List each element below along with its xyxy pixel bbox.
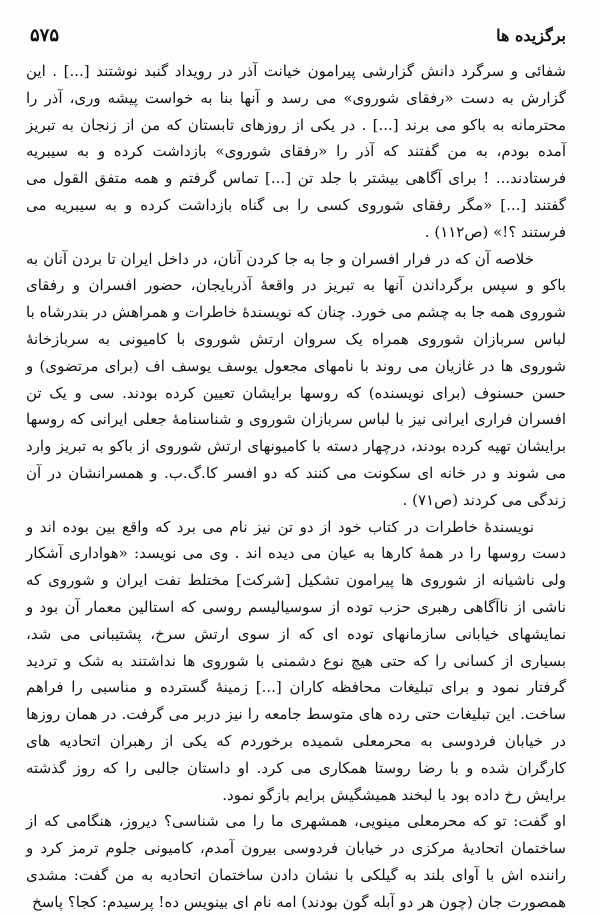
page-header xyxy=(30,20,566,50)
paragraph: او گفت: تو که محرمعلی مینویی، همشهری ما را می شناسی؟ دیروز، هنگامی که از ساختمان اتحادیهٔ مرکزی در خیابان فردوسی بیرون آمدم، کامیونی جلوم ترمز کرد و راننده اش با آوای بلند به گیلکی با نشان دادن ساختمان اتحادیه به من گفت: مشدی همصورت جان (چون هر دو آبله گون بودند) امه نام ای بینویس ده! پرسیدم: کجا؟ پاسخ xyxy=(26,812,566,911)
running-title: برگزیده ها xyxy=(496,25,566,45)
paragraph: نویسندهٔ خاطرات در کتاب خود از دو تن نیز نام می برد که واقع بین بوده اند و دست روسها را در همهٔ کارها به عیان می دیده اند . وی می نویسد: «هواداری آشکار ولی ناشیانه از شوروی ها پیرامون تشکیل [شرکت] مختلط نفت ایران و شوروی که ناشی از ناآگاهی رهبری حزب توده از سوسیالیسم روسی که استالین معمار آن بود و نمایشهای خیابانی سازمانهای توده ای که از سوی ارتش سرخ، پشتیبانی می شد، بسیاری از کسانی را که حتی هیچ نوع دشمنی با شوروی ها نداشتند به شک و تردید گرفتار نمود و برای تبلیغات محافظه کاران [...] زمینهٔ گسترده و مناسبی را فراهم ساخت. این تبلیغات حتی رده های متوسط جامعه را نیز دربر می گرفت. در همان روزها در خیابان فردوسی به محرمعلی شمیده برخوردم که یکی از رهبران اتحادیه های کارگران شده و با رضا روستا همکاری می کرد. او داستان جالبی را که روز گذشته برایش رخ داده بود با لبخند همیشگیش برایم بازگو نمود. xyxy=(26,517,566,804)
page-number: ۵۷۵ xyxy=(30,24,60,46)
paragraph: خلاصه آن که در فرار افسران و جا به جا کردن آنان، در داخل ایران تا بردن آنان به باکو و سپس برگرداندن آنها به تبریز در واقعهٔ آذربایجان، حضور افسران و رفقای شوروی همه جا به چشم می خورد. چنان که نویسندهٔ خاطرات و همراهش در بندرشاه با لباس سربازان شوروی همراه یک سروان ارتش شوروی با کامیونی به سربازخانهٔ شوروی ها در غازیان می روند با نامهای مجعول یوسف یوسف اف (برای مرتضوی) و حسن حسنوف (برای نویسنده) که روسها برایشان تعیین کرده بودند. سی و یک تن افسران فراری ایرانی نیز با لباس سربازان شوروی و شناسنامهٔ جعلی ایرانی که روسها برایشان تهیه کرده بودند، درچهار دسته با کامیونهای ارتش شوروی از باکو به تبریز وارد می شوند و در خانه ای سکونت می کنند که دو افسر کا.گ.ب. و همسرانشان در آن زندگی می کردند (ص۷۱) . xyxy=(26,249,566,509)
body-text xyxy=(26,58,566,916)
paragraph: شفائی و سرگرد دانش گزارشی پیرامون خیانت آذر در رویداد گنبد نوشتند [...] . این گزارش به دست «رفقای شوروی» می رسد و آنها بنا به خواست پیشه وری، آذر را محترمانه به باکو می برند [...] . در یکی از روزهای تابستان که من از زنجان به تبریز آمده بودم، به من گفتند که آذر را «رفقای شوروی» بازداشت کرده و به سیبریه فرستادند... ! برای آگاهی بیشتر با جلد تن [...] تماس گرفتم و همه متفق القول می گفتند [...] «مگر رفقای شوروی کسی را بی گناه بازداشت کرده و به سیبریه می فرستند ؟!» (ص۱۱۲) . xyxy=(26,62,566,241)
